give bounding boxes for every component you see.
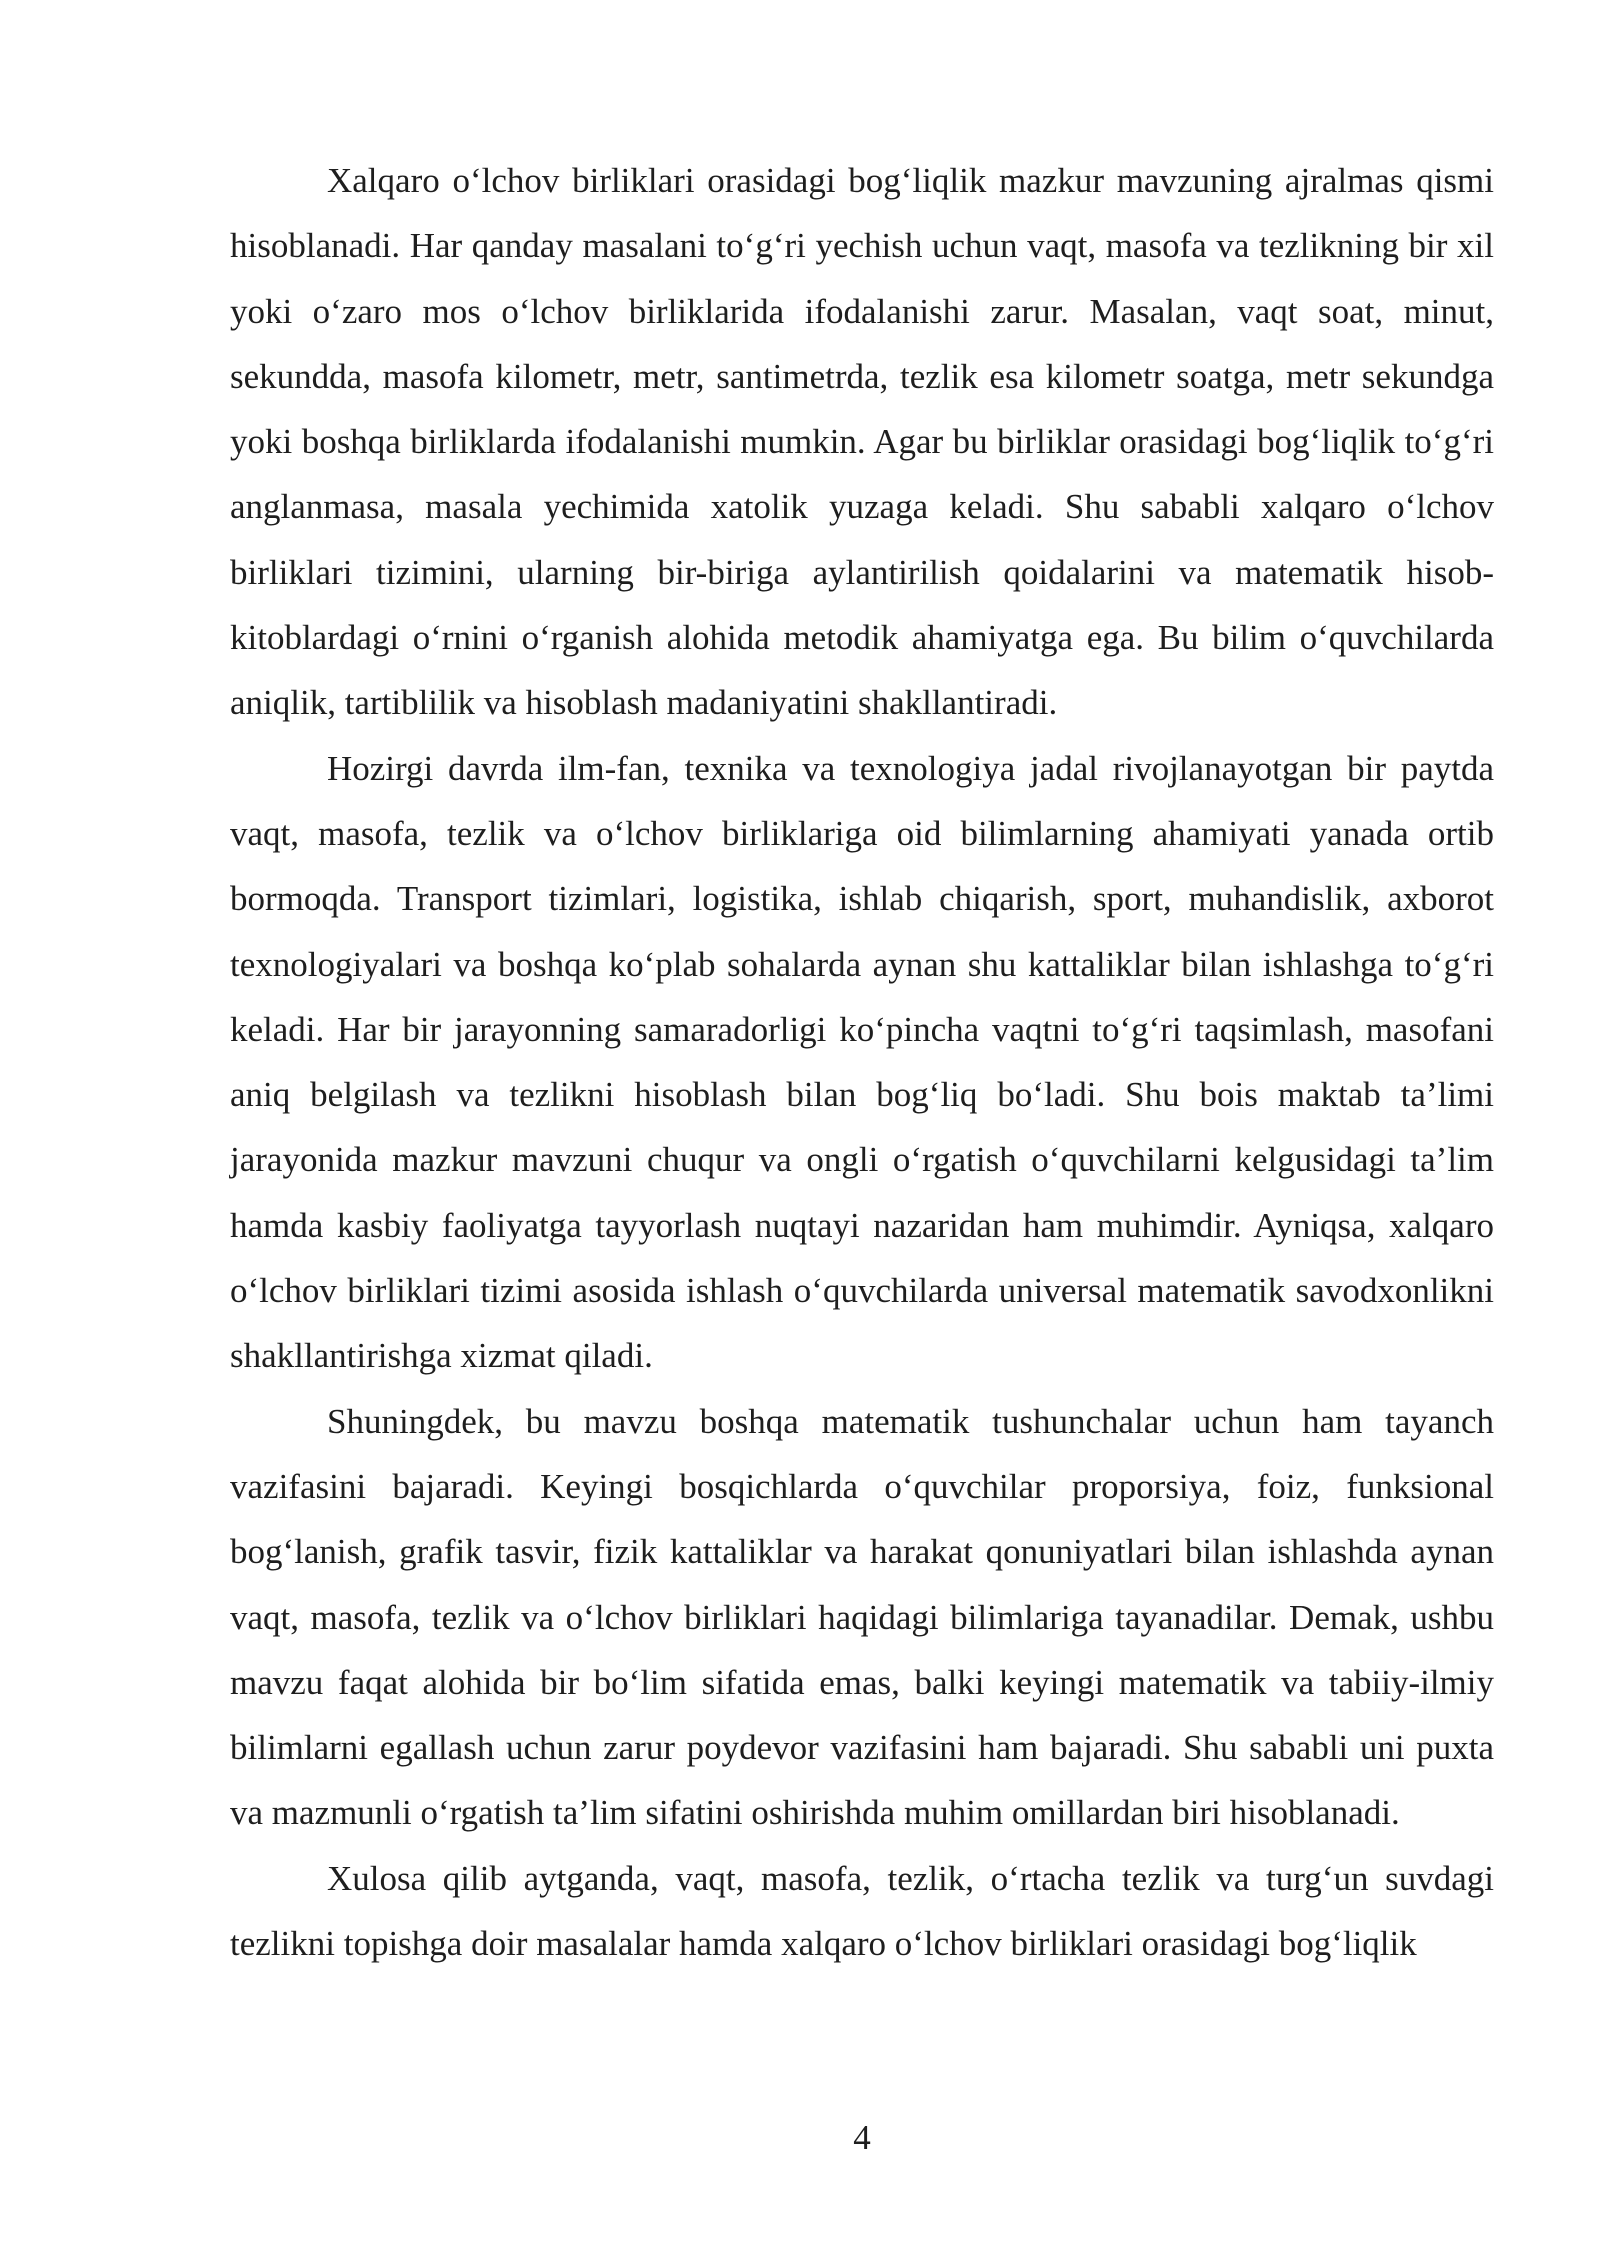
paragraph-2: Hozirgi davrda ilm-fan, texnika va texnologiya jadal rivojlanayotgan bir paytda vaqt, masofa, tezlik va o‘lchov birliklariga oid bilimlarning ahamiyati yanada ortib bormoqda. Transport tizimlari, logistika, ishlab chiqarish, sport, muhandislik, axborot texnologiyalari va boshqa ko‘plab sohalarda aynan shu kattaliklar bilan ishlashga to‘g‘ri keladi. Har bir jarayonning samaradorligi ko‘pincha vaqtni to‘g‘ri taqsimlash, masofani aniq belgilash va tezlikni hisoblash bilan bog‘liq bo‘ladi. Shu bois maktab ta’limi jarayonida mazkur mavzuni chuqur va ongli o‘rgatish o‘quvchilarni kelgusidagi ta’lim hamda kasbiy faoliyatga tayyorlash nuqtayi nazaridan ham muhimdir. Ayniqsa, xalqaro o‘lchov birliklari tizimi asosida ishlash o‘quvchilarda universal matematik savodxonlikni shakllantirishga xizmat qiladi.: [230, 748, 1494, 1376]
page-number: 4: [853, 2118, 871, 2157]
body-text: [230, 148, 1494, 1976]
paragraph-4: Xulosa qilib aytganda, vaqt, masofa, tezlik, o‘rtacha tezlik va turg‘un suvdagi tezlikni topishga doir masalalar hamda xalqaro o‘lchov birliklari orasidagi bog‘liqlik: [230, 1858, 1494, 1964]
paragraph-1: Xalqaro o‘lchov birliklari orasidagi bog‘liqlik mazkur mavzuning ajralmas qismi hisoblanadi. Har qanday masalani to‘g‘ri yechish uchun vaqt, masofa va tezlikning bir xil yoki o‘zaro mos o‘lchov birliklarida ifodalanishi zarur. Masalan, vaqt soat, minut, sekundda, masofa kilometr, metr, santimetrda, tezlik esa kilometr soatga, metr sekundga yoki boshqa birliklarda ifodalanishi mumkin. Agar bu birliklar orasidagi bog‘liqlik to‘g‘ri anglanmasa, masala yechimida xatolik yuzaga keladi. Shu sababli xalqaro o‘lchov birliklari tizimini, ularning bir-biriga aylantirilish qoidalarini va matematik hisob-kitoblardagi o‘rnini o‘rganish alohida metodik ahamiyatga ega. Bu bilim o‘quvchilarda aniqlik, tartiblilik va hisoblash madaniyatini shakllantiradi.: [230, 161, 1494, 723]
paragraph-3: Shuningdek, bu mavzu boshqa matematik tushunchalar uchun ham tayanch vazifasini bajaradi. Keyingi bosqichlarda o‘quvchilar proporsiya, foiz, funksional bog‘lanish, grafik tasvir, fizik kattaliklar va harakat qonuniyatlari bilan ishlashda aynan vaqt, masofa, tezlik va o‘lchov birliklari haqidagi bilimlariga tayanadilar. Demak, ushbu mavzu faqat alohida bir bo‘lim sifatida emas, balki keyingi matematik va tabiiy-ilmiy bilimlarni egallash uchun zarur poydevor vazifasini ham bajaradi. Shu sababli uni puxta va mazmunli o‘rgatish ta’lim sifatini oshirishda muhim omillardan biri hisoblanadi.: [230, 1401, 1494, 1833]
